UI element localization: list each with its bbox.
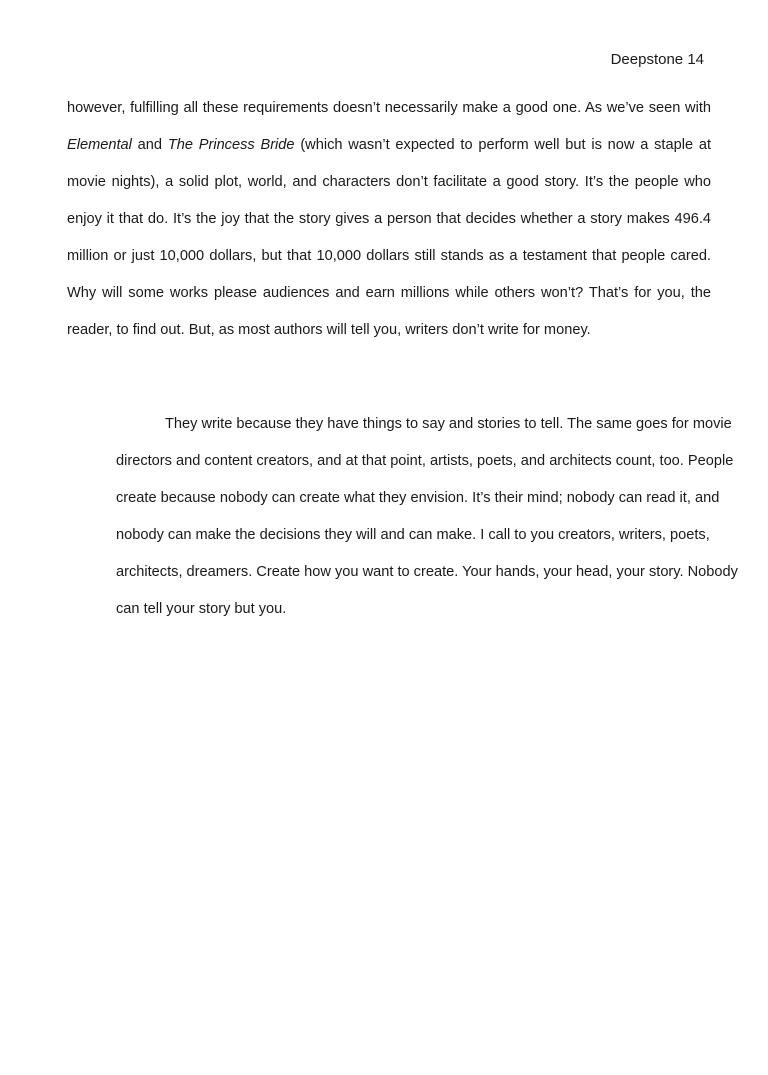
paragraph-2-line-4: nobody can make the decisions they will and can make. I call to you creators, writers, poets, (116, 527, 710, 543)
paragraph-1-line-3: movie nights), a solid plot, world, and characters don’t facilitate a good story. It’s the people who (67, 174, 711, 190)
paragraph-1-line-2 (67, 127, 711, 164)
paragraph-2-line-2: directors and content creators, and at that point, artists, poets, and architects count, too. People (116, 453, 734, 469)
paragraph-2-line-3: create because nobody can create what they envision. It’s their mind; nobody can read it, and (116, 490, 720, 506)
paragraph-1-line-4: enjoy it that do. It’s the joy that the story gives a person that decides whether a story makes 496.4 (67, 211, 711, 227)
paragraph-1-line-2-rest: (which wasn’t expected to perform well but is now a staple at (294, 137, 712, 153)
paragraph-2-line-5: architects, dreamers. Create how you want to create. Your hands, your head, your story. Nobody (116, 564, 738, 580)
paragraph-2-line-6: can tell your story but you. (116, 601, 287, 617)
paragraph-1-line-6: Why will some works please audiences and earn millions while others won’t? That’s for you, the (67, 285, 711, 301)
paragraph-1-line-1: however, fulfilling all these requirements doesn’t necessarily make a good one. As we’ve seen with (67, 100, 711, 116)
paragraph-1-line-7: reader, to find out. But, as most authors will tell you, writers don’t write for money. (67, 322, 591, 338)
paragraph-1-line-5: million or just 10,000 dollars, but that 10,000 dollars still stands as a testament that people cared. (67, 248, 711, 264)
paragraph-2-line-1: They write because they have things to say and stories to tell. The same goes for movie (165, 416, 732, 432)
paragraph-1 (67, 90, 711, 349)
title-princess-bride: The Princess Bride (167, 137, 295, 153)
running-head: Deepstone 14 (610, 51, 704, 68)
title-elemental: Elemental (67, 137, 132, 153)
conjunction-and: and (131, 137, 168, 153)
paragraph-2 (67, 406, 738, 628)
